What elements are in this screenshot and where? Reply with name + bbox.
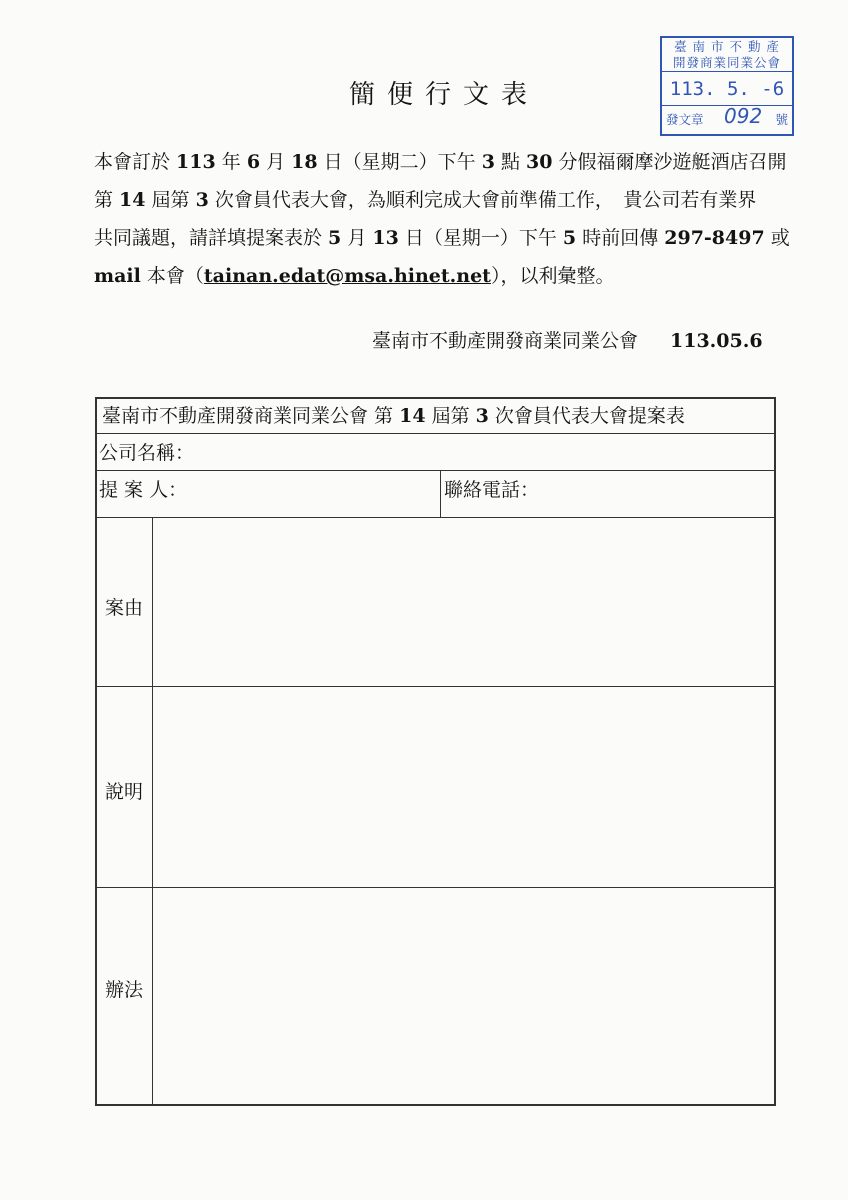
proposer-field[interactable]: [195, 472, 435, 516]
company-name-label: 公司名稱：: [99, 442, 195, 464]
stamp-org-line1: 臺 南 市 不 動 產: [674, 39, 780, 54]
stamp-org: [662, 38, 792, 72]
row-label-method: 辦法: [105, 979, 144, 1001]
form-title: 臺南市不動產開發商業同業公會 第 14 屆第 3 次會員代表大會提案表: [102, 405, 685, 427]
method-field[interactable]: [155, 890, 772, 1102]
proposer-label: 提 案 人：: [99, 479, 188, 501]
stamp-date: 113. 5. -6: [662, 72, 792, 106]
body-line-4: mail 本會（tainan.edat@msa.hinet.net），以利彙整。: [94, 265, 615, 287]
body-line-3: 共同議題，請詳填提案表於 5 月 13 日（星期一）下午 5 時前回傳 297-8497 或: [94, 227, 790, 249]
signature-line: [372, 326, 763, 353]
proposal-form: [95, 397, 776, 1106]
stamp-doc-value: 092: [724, 104, 763, 128]
phone-label: 聯絡電話：: [444, 479, 540, 501]
row-label-explanation: 說明: [105, 781, 144, 803]
explanation-field[interactable]: [155, 689, 772, 886]
signature-org: 臺南市不動產開發商業同業公會: [372, 330, 639, 352]
body-line-2: 第 14 屆第 3 次會員代表大會，為順利完成大會前準備工作， 貴公司若有業界: [94, 189, 757, 211]
signature-date: 113.05.6: [670, 330, 763, 352]
phone-field[interactable]: [545, 472, 770, 516]
contact-email-link[interactable]: tainan.edat@msa.hinet.net: [203, 265, 491, 287]
stamp-doc-prefix: 發文章: [666, 112, 704, 127]
company-name-field[interactable]: [245, 435, 770, 469]
stamp-org-line2: 開發商業同業公會: [672, 55, 781, 70]
page-title: 簡便行文表: [348, 80, 539, 110]
reason-field[interactable]: [155, 520, 772, 685]
row-label-reason: 案由: [105, 597, 144, 619]
stamp-doc-suffix: 號: [775, 112, 788, 127]
body-line-1: 本會訂於 113 年 6 月 18 日（星期二）下午 3 點 30 分假福爾摩沙遊艇酒店召開: [94, 151, 787, 173]
